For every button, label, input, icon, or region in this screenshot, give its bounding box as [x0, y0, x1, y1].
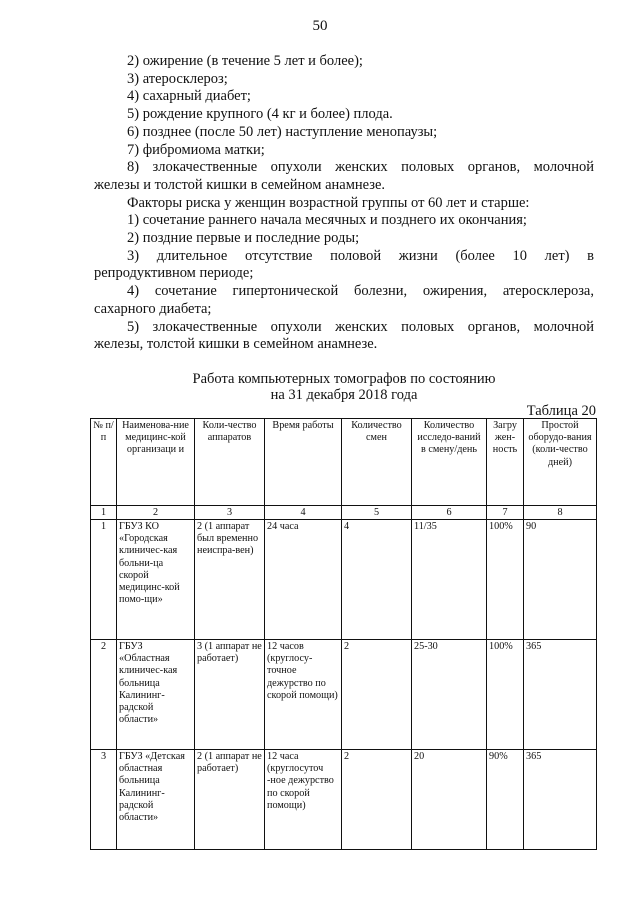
- table-cell: 100%: [487, 520, 524, 640]
- ct-scanner-table: [90, 418, 597, 850]
- table-cell: ГБУЗ КО «Городская клиничес-кая больни-ца скорой медицинс-кой помо-щи»: [117, 520, 195, 640]
- column-number: 8: [524, 506, 597, 520]
- paragraph: 2) ожирение (в течение 5 лет и более);: [127, 53, 363, 69]
- table-cell: ГБУЗ «Детская областная больница Калининг-радской области»: [117, 750, 195, 850]
- table-cell: 11/35: [412, 520, 487, 640]
- column-number: 4: [265, 506, 342, 520]
- header-cell: Коли-чество аппаратов: [195, 419, 265, 506]
- header-cell: № п/п: [91, 419, 117, 506]
- table-cell: 1: [91, 520, 117, 640]
- paragraph: 2) поздние первые и последние роды;: [127, 230, 360, 247]
- column-number: 1: [91, 506, 117, 520]
- header-cell: Количество исследо-ваний в смену/день: [412, 419, 487, 506]
- header-cell: Загру жен-ность: [487, 419, 524, 506]
- header-cell: Время работы: [265, 419, 342, 506]
- table-cell: 2: [342, 640, 412, 750]
- column-number: 6: [412, 506, 487, 520]
- header-cell: Наименова-ние медицинс-кой организаци и: [117, 419, 195, 506]
- page-number: 50: [312, 18, 328, 34]
- table-cell: 90: [524, 520, 597, 640]
- paragraph: 3) длительное отсутствие половой жизни (более 10 лет) в: [127, 247, 594, 264]
- table-cell: ГБУЗ «Областная клиничес-кая больница Калининг-радской области»: [117, 640, 195, 750]
- table-cell: 2: [342, 750, 412, 850]
- table-label: Таблица 20: [526, 403, 596, 419]
- table-row: [91, 640, 597, 750]
- header-cell: Количество смен: [342, 419, 412, 506]
- column-number: 7: [487, 506, 524, 520]
- caption-line: на 31 декабря 2018 года: [270, 387, 418, 403]
- table-caption: [94, 371, 594, 403]
- paragraph: 4) сочетание гипертонической болезни, ожирения, атеросклероза,: [127, 283, 594, 300]
- column-number: 2: [117, 506, 195, 520]
- table-cell: 90%: [487, 750, 524, 850]
- paragraph: 4) сахарный диабет;: [127, 88, 251, 105]
- table-cell: 2: [91, 640, 117, 750]
- table-cell: 20: [412, 750, 487, 850]
- paragraph: 1) сочетание раннего начала месячных и позднего их окончания;: [127, 212, 527, 229]
- table-cell: 2 (1 аппарат не работает): [195, 750, 265, 850]
- table-cell: 3: [91, 750, 117, 850]
- column-number: 5: [342, 506, 412, 520]
- paragraph: 6) позднее (после 50 лет) наступление менопаузы;: [127, 123, 438, 140]
- paragraph: Факторы риска у женщин возрастной группы от 60 лет и старше:: [127, 194, 530, 211]
- table-cell: 25-30: [412, 640, 487, 750]
- column-number: 3: [195, 506, 265, 520]
- column-number-row: [91, 506, 597, 520]
- table-cell: 24 часа: [265, 520, 342, 640]
- paragraph: репродуктивном периоде;: [94, 265, 254, 282]
- paragraph: 5) рождение крупного (4 кг и более) плода.: [127, 106, 393, 123]
- caption-line: Работа компьютерных томографов по состоянию: [192, 371, 496, 387]
- table-row: [91, 750, 597, 850]
- paragraph: 8) злокачественные опухоли женских половых органов, молочной: [127, 159, 594, 176]
- paragraph: железы и толстой кишки в семейном анамнезе.: [94, 176, 386, 193]
- paragraph: железы, толстой кишки в семейном анамнезе.: [94, 336, 378, 353]
- paragraph: 7) фибромиома матки;: [127, 141, 265, 158]
- table-cell: 365: [524, 750, 597, 850]
- body-text: [94, 53, 594, 354]
- paragraph: сахарного диабета;: [94, 300, 212, 317]
- paragraph: 3) атеросклероз;: [127, 70, 228, 87]
- table-cell: 12 часов (круглосу-точное дежурство по скорой помощи): [265, 640, 342, 750]
- table-cell: 4: [342, 520, 412, 640]
- table-cell: 12 часа (круглосуточ -ное дежурство по скорой помощи): [265, 750, 342, 850]
- paragraph: 5) злокачественные опухоли женских половых органов, молочной: [127, 318, 594, 335]
- table-cell: 3 (1 аппарат не работает): [195, 640, 265, 750]
- table-row: [91, 520, 597, 640]
- table-cell: 100%: [487, 640, 524, 750]
- table-cell: 2 (1 аппарат был временно неиспра-вен): [195, 520, 265, 640]
- header-cell: Простой оборудо-вания (коли-чество дней): [524, 419, 597, 506]
- table-header-row: [91, 419, 597, 506]
- table-cell: 365: [524, 640, 597, 750]
